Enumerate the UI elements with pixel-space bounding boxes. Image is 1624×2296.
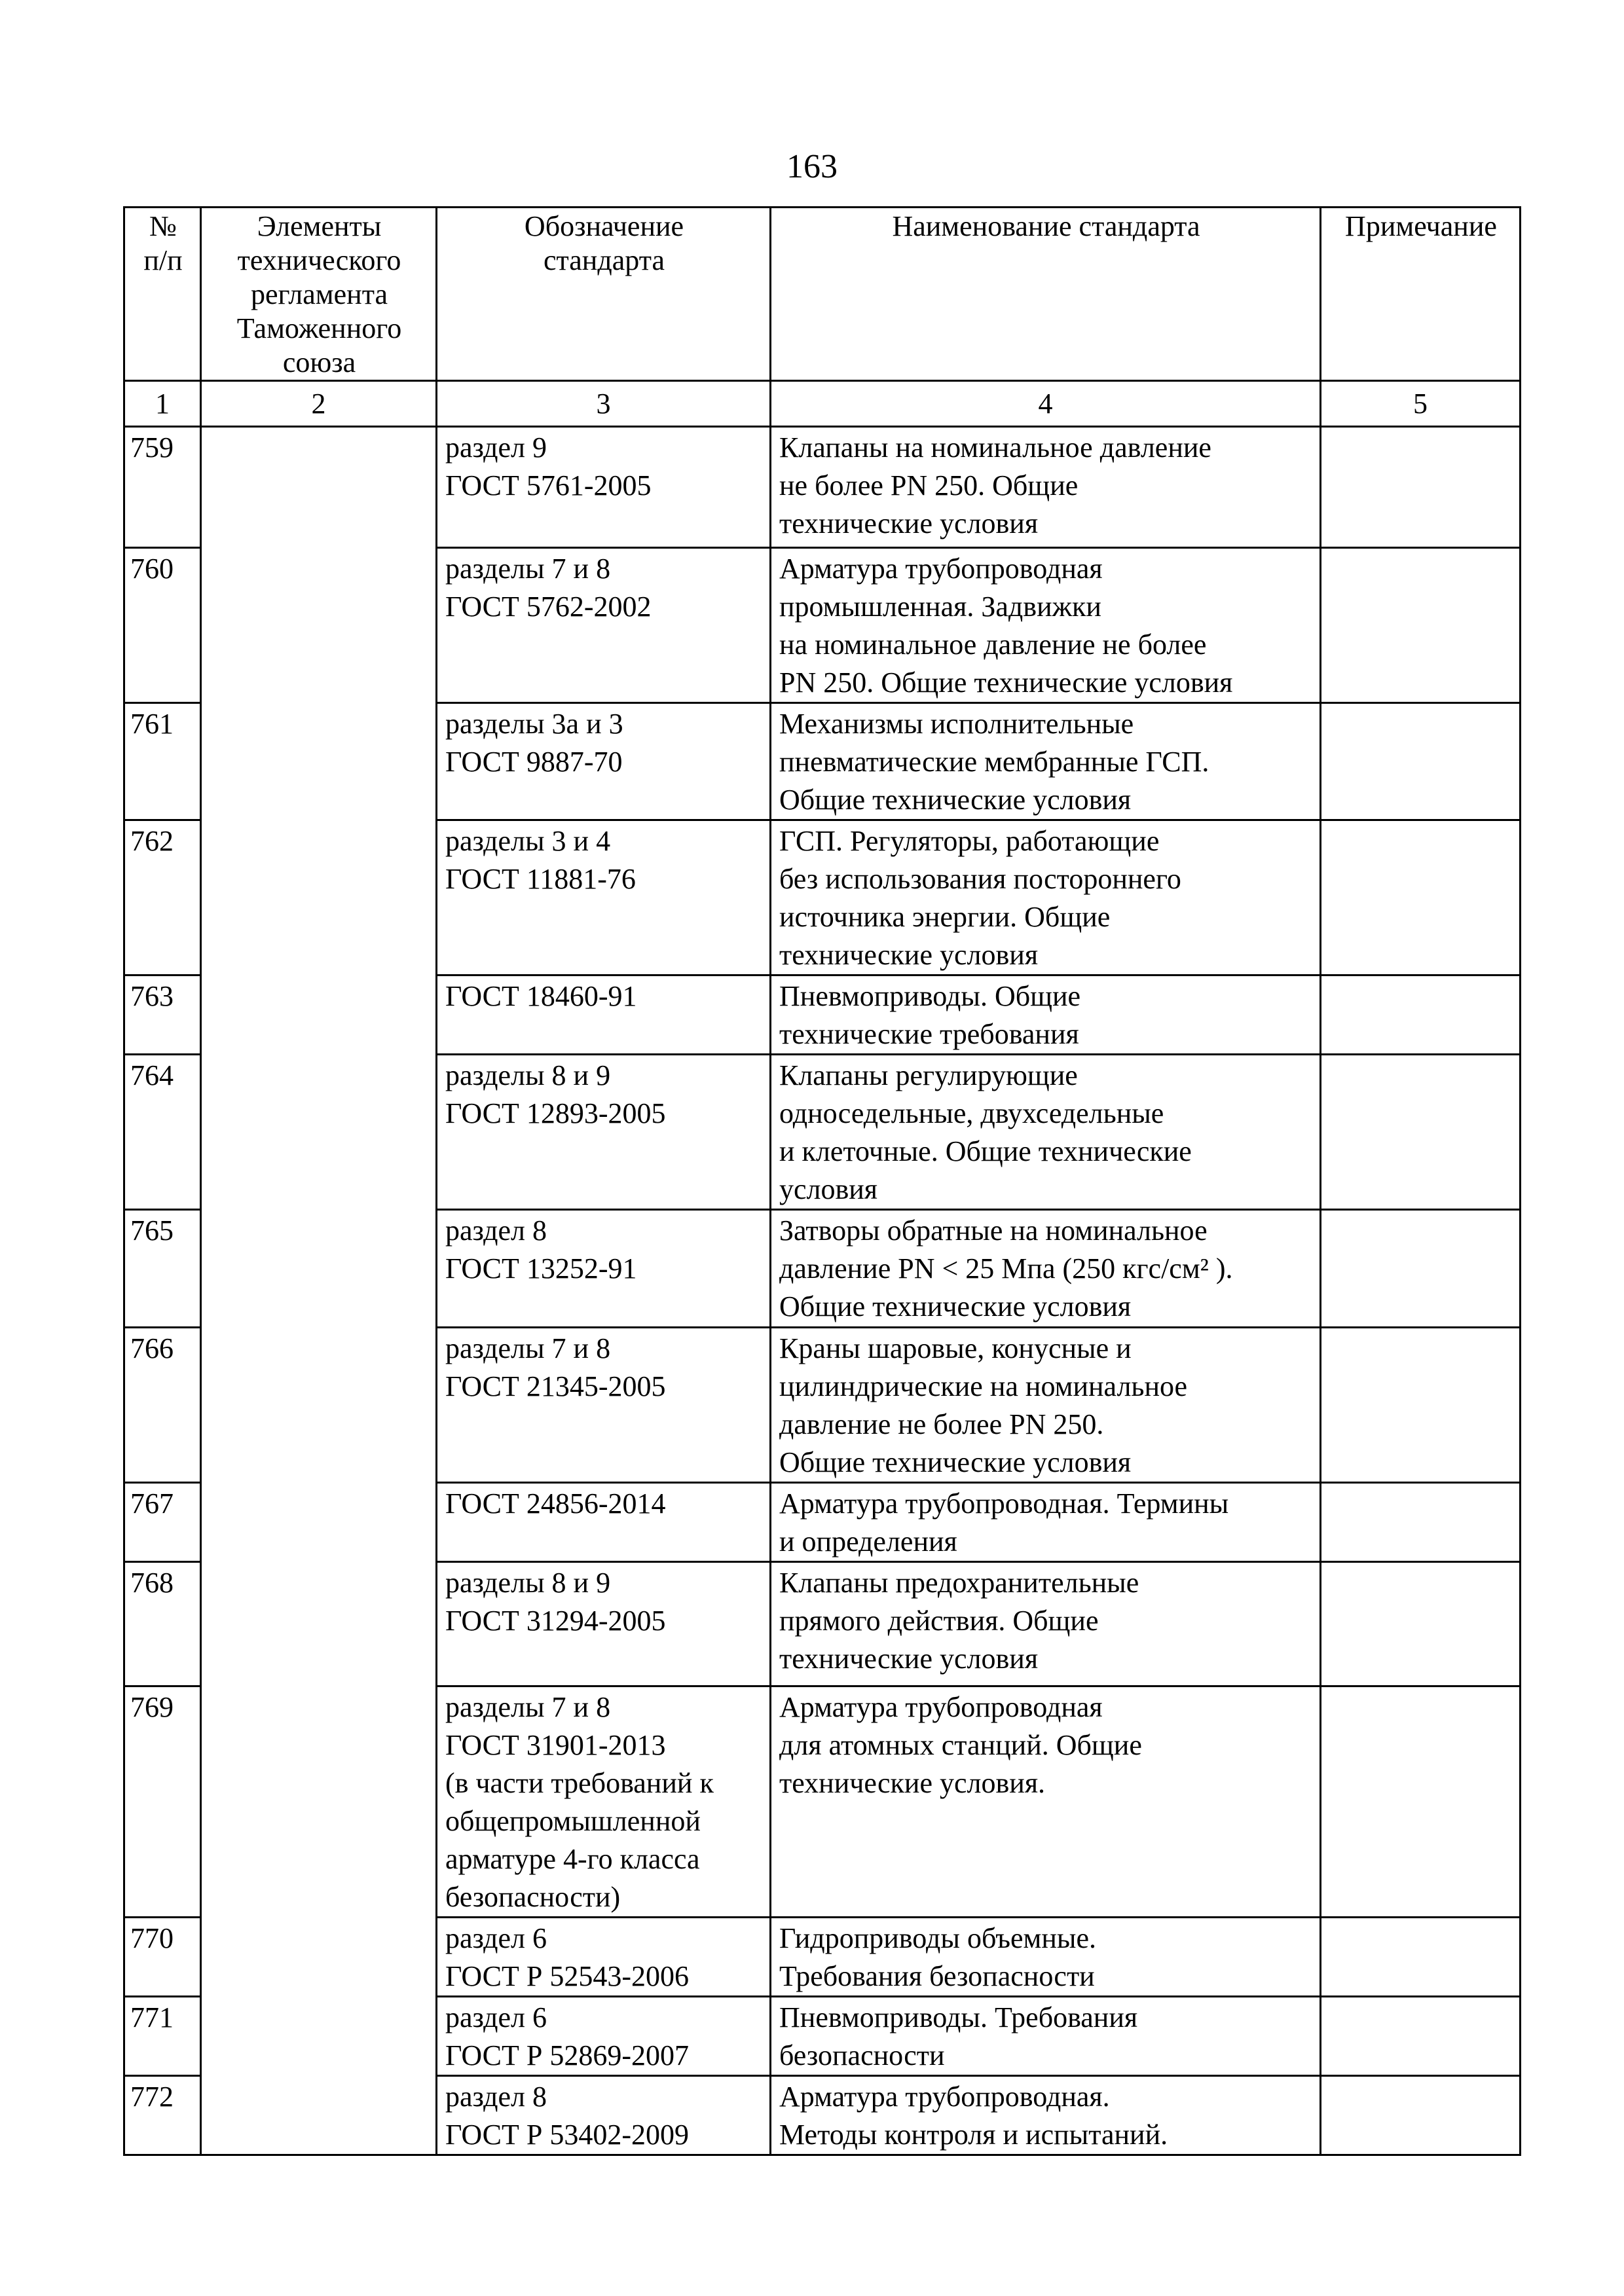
standard-name [771,1997,1321,2076]
table-body [124,427,1521,2155]
header-standard-designation [437,208,771,381]
standard-designation [437,1210,771,1328]
standard-name-line: Краны шаровые, конусные и [779,1332,1132,1364]
row-number: 767 [124,1483,201,1562]
row-number: 763 [124,975,201,1055]
standard-designation [437,1328,771,1483]
column-number: 5 [1321,381,1521,427]
standard-designation [437,1686,771,1918]
row-number: 760 [124,548,201,703]
standard-name-line: пневматические мембранные ГСП. [779,746,1209,778]
standard-name-line: Клапаны предохранительные [779,1567,1139,1599]
header-row-number [124,208,201,381]
standard-designation-line: разделы 8 и 9 [445,1567,611,1599]
standard-designation-line: ГОСТ Р 53402-2009 [445,2119,690,2151]
row-number: 772 [124,2076,201,2155]
column-number: 1 [124,381,201,427]
standard-name [771,1328,1321,1483]
standard-name-line: технические условия [779,507,1039,539]
standard-name-line: и клеточные. Общие технические [779,1135,1192,1167]
note-cell [1321,548,1521,703]
standard-name [771,1562,1321,1686]
standard-name [771,427,1321,548]
standard-designation [437,427,771,548]
standard-name-line: для атомных станций. Общие [779,1729,1142,1761]
standard-name-line: Пневмоприводы. Общие [779,980,1081,1012]
standard-name-line: безопасности [779,2039,945,2071]
column-number-row [124,381,1521,427]
standard-designation-line: ГОСТ 13252-91 [445,1252,637,1285]
row-number: 765 [124,1210,201,1328]
standard-name-line: без использования постороннего [779,863,1181,895]
standard-name-line: на номинальное давление не более [779,629,1207,661]
table-row [124,427,1521,548]
standard-name-line: не более PN 250. Общие [779,469,1079,501]
standard-name-line: Механизмы исполнительные [779,708,1134,740]
note-cell [1321,975,1521,1055]
header-standard-name [771,208,1321,381]
standard-designation-line: ГОСТ 5761-2005 [445,469,652,501]
standard-designation [437,1055,771,1210]
standard-designation-line: безопасности) [445,1881,621,1913]
standard-designation-line: ГОСТ 9887-70 [445,746,623,778]
standard-name-line: Пневмоприводы. Требования [779,2001,1138,2033]
standard-name [771,1686,1321,1918]
standard-designation-line: ГОСТ 18460-91 [445,980,637,1012]
header-note [1321,208,1521,381]
standard-designation [437,1562,771,1686]
standard-name-line: давление PN < 25 Мпа (250 кгс/см² ). [779,1252,1233,1285]
standard-designation-line: ГОСТ 21345-2005 [445,1370,666,1402]
row-number: 761 [124,703,201,820]
row-number: 764 [124,1055,201,1210]
standard-designation-line: ГОСТ Р 52869-2007 [445,2039,690,2071]
note-cell [1321,1686,1521,1918]
standard-name-line: Арматура трубопроводная [779,553,1103,585]
standard-name-line: Арматура трубопроводная [779,1691,1103,1723]
standard-name-line: Арматура трубопроводная. Термины [779,1487,1229,1520]
standard-designation-line: разделы 3 и 4 [445,825,611,857]
standard-name [771,548,1321,703]
row-number: 771 [124,1997,201,2076]
standard-name-line: технические условия [779,1643,1039,1675]
standard-name [771,1483,1321,1562]
header-line: № [149,210,177,242]
standard-name-line: PN 250. Общие технические условия [779,666,1233,699]
column-number: 4 [771,381,1321,427]
header-line: регламента [250,278,388,310]
standard-name [771,2076,1321,2155]
header-line: Элементы [257,210,382,242]
standard-name-line: Арматура трубопроводная. [779,2081,1110,2113]
standard-designation [437,2076,771,2155]
standard-name-line: и определения [779,1525,957,1558]
note-cell [1321,427,1521,548]
standard-designation [437,1997,771,2076]
column-number: 3 [437,381,771,427]
column-number: 2 [201,381,437,427]
row-number: 766 [124,1328,201,1483]
standard-name-line: Затворы обратные на номинальное [779,1214,1208,1247]
standard-name-line: источника энергии. Общие [779,901,1111,933]
standard-name-line: Общие технические условия [779,1290,1132,1322]
standard-designation [437,1918,771,1997]
standard-name-line: Методы контроля и испытаний. [779,2119,1168,2151]
standard-designation-line: разделы 8 и 9 [445,1059,611,1091]
note-cell [1321,1997,1521,2076]
header-line: стандарта [543,244,665,276]
header-line: Примечание [1345,210,1497,242]
standard-designation-line: раздел 9 [445,431,547,464]
standard-designation [437,820,771,975]
standard-designation-line: разделы 3а и 3 [445,708,623,740]
standard-designation-line: ГОСТ 5762-2002 [445,591,652,623]
standard-name-line: Гидроприводы объемные. [779,1922,1096,1954]
header-regulation-elements [201,208,437,381]
standard-designation [437,975,771,1055]
standard-name-line: Общие технические условия [779,784,1132,816]
standard-name [771,975,1321,1055]
standard-designation [437,1483,771,1562]
standard-designation-line: раздел 6 [445,1922,547,1954]
standard-name-line: цилиндрические на номинальное [779,1370,1188,1402]
row-number: 768 [124,1562,201,1686]
standard-designation-line: ГОСТ 24856-2014 [445,1487,666,1520]
standard-name-line: прямого действия. Общие [779,1605,1099,1637]
standard-designation-line: (в части требований к [445,1767,714,1799]
standard-name-line: односедельные, двухседельные [779,1097,1164,1129]
note-cell [1321,1328,1521,1483]
standard-name-line: технические требования [779,1018,1079,1050]
note-cell [1321,1483,1521,1562]
note-cell [1321,2076,1521,2155]
standard-name-line: условия [779,1173,878,1205]
standard-name-line: давление не более PN 250. [779,1408,1104,1440]
row-number: 759 [124,427,201,548]
standard-designation-line: ГОСТ 12893-2005 [445,1097,666,1129]
regulation-elements-cell [201,427,437,2155]
standard-designation-line: общепромышленной [445,1805,701,1837]
standard-name-line: Клапаны на номинальное давление [779,431,1211,464]
row-number: 762 [124,820,201,975]
standard-designation-line: раздел 8 [445,2081,547,2113]
note-cell [1321,1918,1521,1997]
note-cell [1321,1055,1521,1210]
standard-designation-line: ГОСТ 31294-2005 [445,1605,666,1637]
header-line: п/п [143,244,183,276]
header-line: Таможенного [236,312,402,344]
standard-designation-line: раздел 6 [445,2001,547,2033]
standard-designation [437,548,771,703]
standard-designation-line: разделы 7 и 8 [445,1691,611,1723]
standard-designation-line: ГОСТ 11881-76 [445,863,636,895]
header-line: Обозначение [524,210,684,242]
standard-name-line: технические условия. [779,1767,1046,1799]
standard-designation-line: разделы 7 и 8 [445,553,611,585]
standard-designation-line: разделы 7 и 8 [445,1332,611,1364]
standard-designation-line: ГОСТ 31901-2013 [445,1729,666,1761]
row-number: 770 [124,1918,201,1997]
standard-name [771,703,1321,820]
standard-name [771,1210,1321,1328]
note-cell [1321,1562,1521,1686]
standard-name [771,820,1321,975]
header-line: союза [282,346,356,378]
standard-name-line: Клапаны регулирующие [779,1059,1078,1091]
note-cell [1321,1210,1521,1328]
note-cell [1321,820,1521,975]
standard-name-line: технические условия [779,939,1039,971]
standard-name [771,1918,1321,1997]
table-header-row [124,208,1521,381]
row-number: 769 [124,1686,201,1918]
header-line: Наименование стандарта [892,210,1200,242]
standard-designation [437,703,771,820]
standard-name-line: ГСП. Регуляторы, работающие [779,825,1160,857]
standard-designation-line: арматуре 4-го класса [445,1843,700,1875]
standard-designation-line: ГОСТ Р 52543-2006 [445,1960,690,1992]
standard-name-line: промышленная. Задвижки [779,591,1101,623]
header-line: технического [237,244,401,276]
page-number: 163 [786,148,838,185]
standard-designation-line: раздел 8 [445,1214,547,1247]
note-cell [1321,703,1521,820]
standard-name-line: Требования безопасности [779,1960,1095,1992]
standard-name [771,1055,1321,1210]
standard-name-line: Общие технические условия [779,1446,1132,1478]
standards-table [123,206,1521,2156]
